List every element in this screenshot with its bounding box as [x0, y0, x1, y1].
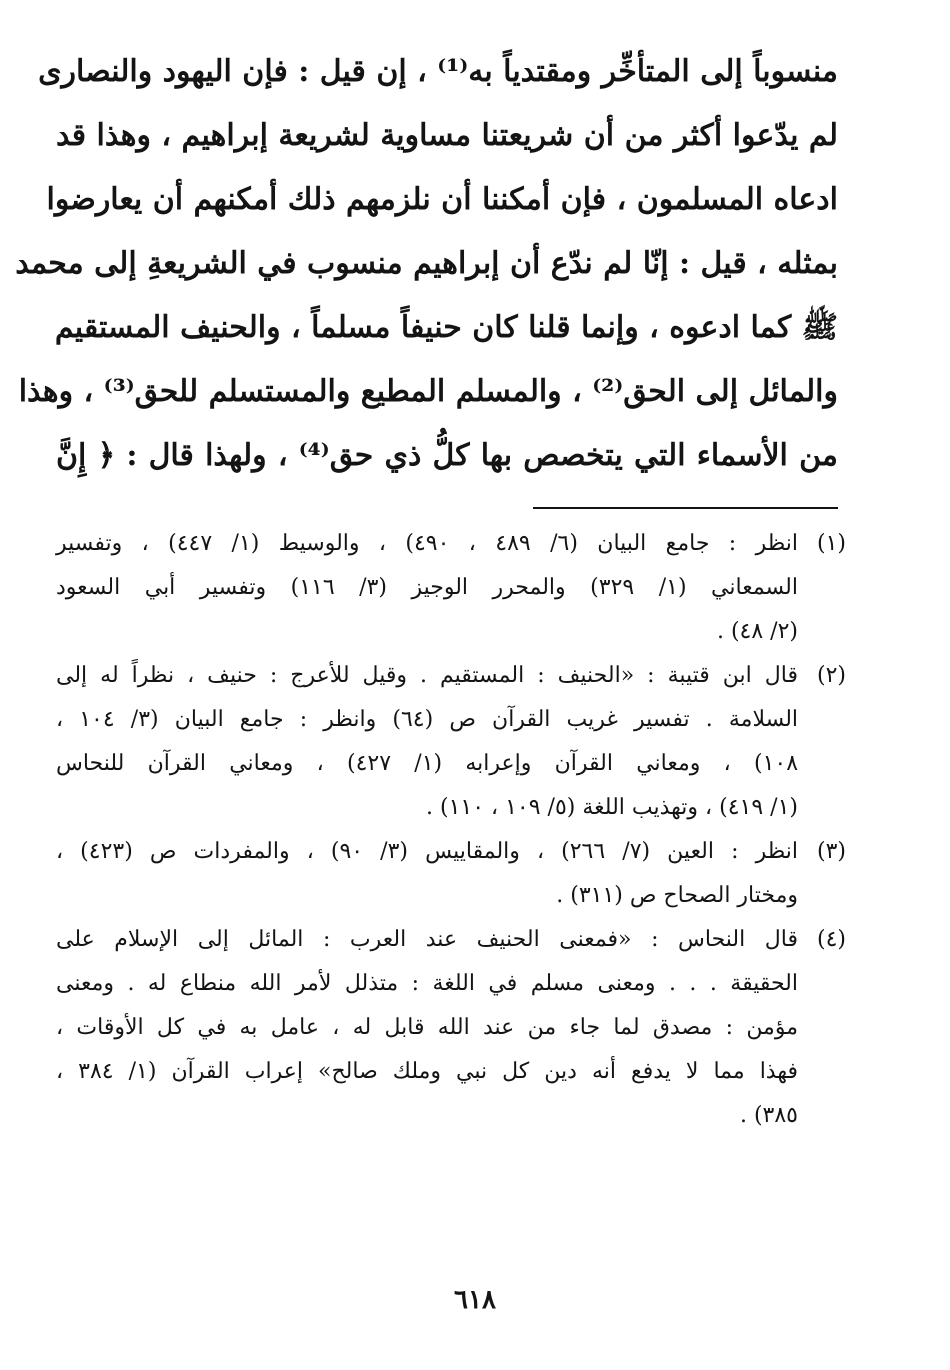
- footnote-line: (١/ ٤١٩) ، وتهذيب اللغة (٥/ ١٠٩ ، ١١٠) .: [425, 795, 798, 820]
- footnote-2: [56, 654, 846, 830]
- footnote-1: [56, 522, 846, 654]
- footnote-line: السمعاني (١/ ٣٢٩) والمحرر الوجيز (٣/ ١١٦) وتفسير أبي السعود: [56, 575, 798, 600]
- footnote-line: انظر : العين (٧/ ٢٦٦) ، والمقاييس (٣/ ٩٠) ، والمفردات ص (٤٢٣) ،: [56, 839, 798, 864]
- main-text-line: لم يدّعوا أكثر من أن شريعتنا مساوية لشريعة إبراهيم ، وهذا قد: [56, 118, 838, 153]
- footnote-marker: (٤): [816, 927, 846, 952]
- main-text-line: والمائل إلى الحق⁽²⁾ ، والمسلم المطيع والمستسلم للحق⁽³⁾ ، وهذا: [18, 374, 838, 409]
- footnote-marker: (٢): [816, 663, 846, 688]
- footnote-line: انظر : جامع البيان (٦/ ٤٨٩ ، ٤٩٠) ، والوسيط (١/ ٤٤٧) ، وتفسير: [56, 531, 799, 556]
- footnote-marker: (١): [816, 531, 846, 556]
- footnote-4: [56, 918, 846, 1138]
- footnote-marker: (٣): [816, 839, 846, 864]
- footnote-line: مؤمن : مصدق لما جاء من عند الله قابل له ، عامل به في كل الأوقات ،: [56, 1015, 798, 1040]
- footnote-3: [56, 830, 846, 918]
- footnote-line: ومختار الصحاح ص (٣١١) .: [556, 883, 798, 908]
- footnote-line: ١٠٨) ، ومعاني القرآن وإعرابه (١/ ٤٢٧) ، ومعاني القرآن للنحاس: [56, 751, 799, 776]
- page-number: ٦١٨: [454, 1285, 496, 1315]
- main-text-line: من الأسماء التي يتخصص بها كلُّ ذي حق⁽⁴⁾ ، ولهذا قال : ﴿ إِنَّ: [56, 438, 838, 473]
- footnote-line: ٣٨٥) .: [739, 1103, 798, 1128]
- footnote-separator: [533, 507, 838, 509]
- main-text-line: بمثله ، قيل : إنّا لم ندّع أن إبراهيم منسوب في الشريعةِ إلى محمد: [15, 246, 838, 281]
- footnote-line: (٢/ ٤٨) .: [716, 619, 798, 644]
- footnote-line: الحقيقة . . . ومعنى مسلم في اللغة : متذلل لأمر الله منطاع له . ومعنى: [56, 971, 798, 996]
- main-text-line: ادعاه المسلمون ، فإن أمكننا أن نلزمهم ذلك أمكنهم أن يعارضوا: [46, 182, 838, 217]
- main-text-block: [15, 40, 838, 488]
- footnote-line: قال ابن قتيبة : «الحنيف : المستقيم . وقيل للأعرج : حنيف ، نظراً له إلى: [56, 663, 798, 688]
- footnote-line: السلامة . تفسير غريب القرآن ص (٦٤) وانظر : جامع البيان (٣/ ١٠٤ ،: [56, 707, 799, 732]
- footnote-line: قال النحاس : «فمعنى الحنيف عند العرب : المائل إلى الإسلام على: [56, 927, 798, 952]
- footnote-line: فهذا مما لا يدفع أنه دين كل نبي وملك صالح» إعراب القرآن (١/ ٣٨٤ ،: [56, 1059, 799, 1084]
- main-text-line: منسوباً إلى المتأخِّر ومقتدياً به⁽¹⁾ ، إن قيل : فإن اليهود والنصارى: [38, 54, 838, 89]
- main-text-line: ﷺ كما ادعوه ، وإنما قلنا كان حنيفاً مسلماً ، والحنيف المستقيم: [54, 310, 838, 345]
- footnotes-section: [56, 522, 846, 1138]
